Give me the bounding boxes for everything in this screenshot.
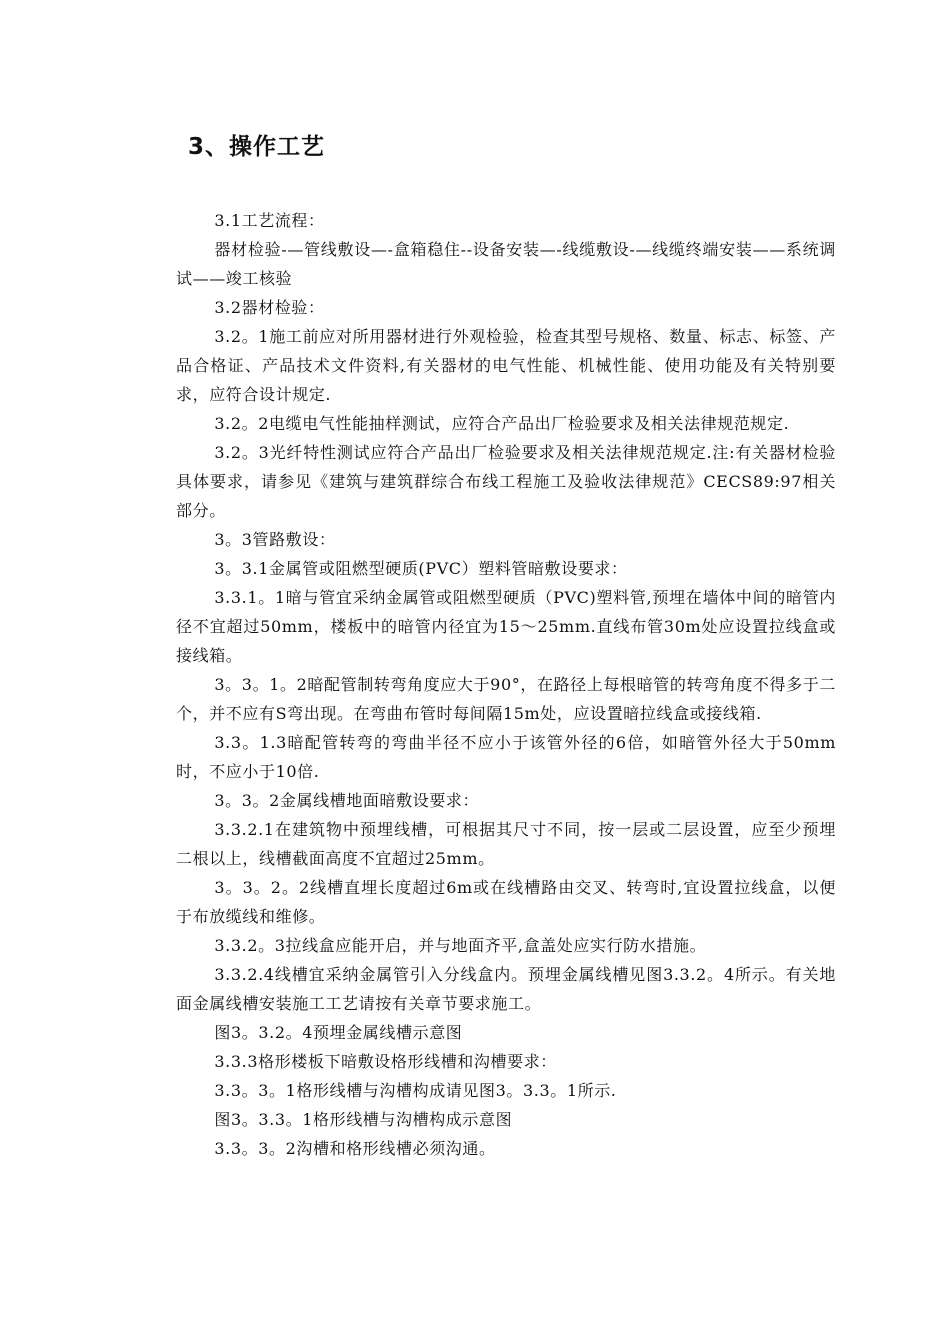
- paragraph-3-3-title: 3。3管路敷设：: [214, 530, 336, 549]
- paragraph-3-3-2-4: 3.3.2.4线槽宜采纳金属管引入分线盒内。预埋金属线槽见图3.3.2。4所示。有关地面金属线槽安装施工工艺请按有关章节要求施工。: [176, 965, 836, 1013]
- paragraph-3-3-2-1: 3.3.2.1在建筑物中预埋线槽，可根据其尺寸不同，按一层或二层设置，应至少预埋二根以上，线槽截面高度不宜超过25mm。: [176, 820, 836, 868]
- paragraph-3-3-1-1: 3.3.1。1暗与管宜采纳金属管或阻燃型硬质（PVC)塑料管,预埋在墙体中间的暗管内径不宜超过50mm，楼板中的暗管内径宜为15～25mm.直线布管30m处应设置拉线盒或接线箱。: [176, 588, 836, 665]
- paragraph-3-3-1-2: 3。3。1。2暗配管制转弯角度应大于90°，在路径上每根暗管的转弯角度不得多于二个，并不应有S弯出现。在弯曲布管时每间隔15m处，应设置暗拉线盒或接线箱.: [176, 675, 836, 723]
- paragraph-3-3-2: 3。3。2金属线槽地面暗敷设要求：: [214, 791, 480, 810]
- paragraph-3-3-2-3: 3.3.2。3拉线盒应能开启，并与地面齐平,盒盖处应实行防水措施。: [214, 936, 707, 955]
- figure-caption-3-3-3-1: 图3。3.3。1格形线槽与沟槽构成示意图: [214, 1110, 513, 1129]
- paragraph-3-3-1-3: 3.3。1.3暗配管转弯的弯曲半径不应小于该管外径的6倍，如暗管外径大于50mm时，不应小于10倍.: [176, 733, 836, 781]
- paragraph-3-2-title: 3.2器材检验：: [214, 298, 325, 317]
- paragraph-3-1-title: 3.1工艺流程：: [214, 211, 325, 230]
- body-text: [176, 206, 836, 1163]
- figure-caption-3-3-2-4: 图3。3.2。4预埋金属线槽示意图: [214, 1023, 463, 1042]
- paragraph-3-2-2: 3.2。2电缆电气性能抽样测试，应符合产品出厂检验要求及相关法律规范规定.: [214, 414, 790, 433]
- paragraph-3-3-1: 3。3.1金属管或阻燃型硬质(PVC）塑料管暗敷设要求：: [214, 559, 628, 578]
- paragraph-3-2-1: 3.2。1施工前应对所用器材进行外观检验，检查其型号规格、数量、标志、标签、产品合格证、产品技术文件资料,有关器材的电气性能、机械性能、使用功能及有关特别要求，应符合设计规定.: [176, 327, 836, 404]
- paragraph-3-3-2-2: 3。3。2。2线槽直埋长度超过6m或在线槽路由交叉、转弯时,宜设置拉线盒，以便于布放缆线和维修。: [176, 878, 836, 926]
- paragraph-3-3-3-2: 3.3。3。2沟槽和格形线槽必须沟通。: [214, 1139, 496, 1158]
- paragraph-3-2-3: 3.2。3光纤特性测试应符合产品出厂检验要求及相关法律规范规定.注:有关器材检验具体要求，请参见《建筑与建筑群综合布线工程施工及验收法律规范》CECS89:97相关部分。: [176, 443, 836, 520]
- paragraph-3-3-3-1: 3.3。3。1格形线槽与沟槽构成请见图3。3.3。1所示.: [214, 1081, 617, 1100]
- paragraph-3-3-3: 3.3.3格形楼板下暗敷设格形线槽和沟槽要求：: [214, 1052, 557, 1071]
- section-heading: 3、操作工艺: [188, 134, 326, 160]
- paragraph-process-flow: 器材检验-—管线敷设—-盒箱稳住--设备安装—-线缆敷设-—线缆终端安装——系统调试——竣工核验: [176, 240, 836, 288]
